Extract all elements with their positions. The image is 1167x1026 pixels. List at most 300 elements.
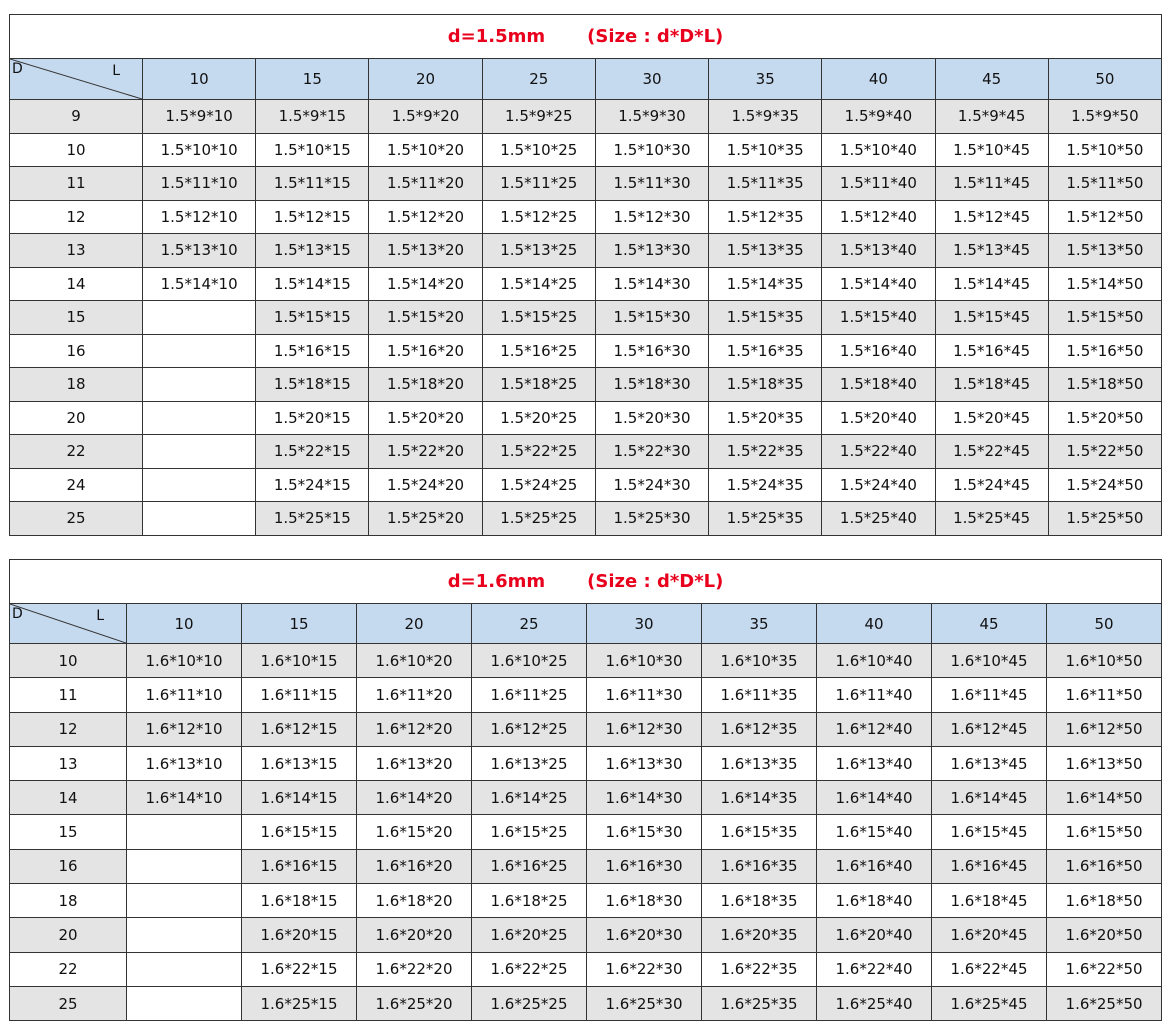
- size-cell: 1.6*18*30: [587, 884, 702, 918]
- size-cell: 1.5*9*15: [256, 100, 369, 134]
- row-header-d: 25: [10, 986, 127, 1020]
- size-cell: 1.5*25*45: [935, 502, 1048, 536]
- table-row: [10, 678, 1162, 712]
- size-cell: 1.5*18*50: [1048, 368, 1161, 402]
- row-header-d: 12: [10, 200, 143, 234]
- row-header-d: 11: [10, 167, 143, 201]
- empty-cell: [127, 884, 242, 918]
- size-cell: 1.6*10*10: [127, 644, 242, 678]
- size-cell: 1.5*15*15: [256, 301, 369, 335]
- size-cell: 1.6*14*10: [127, 781, 242, 815]
- size-cell: 1.5*13*45: [935, 234, 1048, 268]
- header-row: [10, 59, 1162, 100]
- size-cell: 1.6*15*30: [587, 815, 702, 849]
- table-row: [10, 200, 1162, 234]
- size-cell: 1.5*20*50: [1048, 401, 1161, 435]
- size-cell: 1.6*16*15: [242, 849, 357, 883]
- size-cell: 1.5*11*45: [935, 167, 1048, 201]
- table-row: [10, 368, 1162, 402]
- size-cell: 1.6*12*50: [1047, 712, 1162, 746]
- size-cell: 1.5*24*20: [369, 468, 482, 502]
- size-cell: 1.5*11*35: [709, 167, 822, 201]
- column-header-l: 30: [595, 59, 708, 100]
- size-cell: 1.6*15*35: [702, 815, 817, 849]
- size-cell: 1.6*18*25: [472, 884, 587, 918]
- size-cell: 1.5*11*20: [369, 167, 482, 201]
- empty-cell: [143, 435, 256, 469]
- table-row: [10, 502, 1162, 536]
- size-cell: 1.5*25*15: [256, 502, 369, 536]
- title-diameter: d=1.6mm: [447, 571, 546, 592]
- size-cell: 1.6*22*40: [817, 952, 932, 986]
- column-header-l: 10: [127, 604, 242, 644]
- size-cell: 1.5*15*50: [1048, 301, 1161, 335]
- table-row: [10, 815, 1162, 849]
- row-header-d: 15: [10, 301, 143, 335]
- size-cell: 1.6*10*45: [932, 644, 1047, 678]
- size-cell: 1.5*13*30: [595, 234, 708, 268]
- size-cell: 1.5*24*45: [935, 468, 1048, 502]
- table-row: [10, 435, 1162, 469]
- size-cell: 1.6*14*40: [817, 781, 932, 815]
- empty-cell: [143, 301, 256, 335]
- size-cell: 1.5*18*35: [709, 368, 822, 402]
- size-cell: 1.6*15*40: [817, 815, 932, 849]
- table-row: [10, 952, 1162, 986]
- size-cell: 1.6*12*35: [702, 712, 817, 746]
- size-cell: 1.5*25*20: [369, 502, 482, 536]
- size-cell: 1.6*13*15: [242, 746, 357, 780]
- size-cell: 1.6*13*40: [817, 746, 932, 780]
- corner-label-l: L: [112, 63, 120, 79]
- empty-cell: [127, 952, 242, 986]
- size-cell: 1.6*20*45: [932, 918, 1047, 952]
- size-cell: 1.5*12*45: [935, 200, 1048, 234]
- column-header-l: 20: [369, 59, 482, 100]
- size-cell: 1.5*10*25: [482, 133, 595, 167]
- row-header-d: 13: [10, 746, 127, 780]
- size-cell: 1.5*14*35: [709, 267, 822, 301]
- size-cell: 1.6*25*20: [357, 986, 472, 1020]
- size-cell: 1.5*11*50: [1048, 167, 1161, 201]
- size-cell: 1.6*14*35: [702, 781, 817, 815]
- table-row: [10, 781, 1162, 815]
- size-cell: 1.5*13*10: [143, 234, 256, 268]
- size-cell: 1.6*20*25: [472, 918, 587, 952]
- corner-cell: [10, 604, 127, 644]
- size-cell: 1.5*16*25: [482, 334, 595, 368]
- size-cell: 1.5*12*25: [482, 200, 595, 234]
- row-header-d: 9: [10, 100, 143, 134]
- column-header-l: 45: [935, 59, 1048, 100]
- size-cell: 1.5*16*50: [1048, 334, 1161, 368]
- size-cell: 1.6*14*45: [932, 781, 1047, 815]
- size-cell: 1.5*9*40: [822, 100, 935, 134]
- size-table-1-6mm: [9, 559, 1162, 1021]
- size-cell: 1.6*13*10: [127, 746, 242, 780]
- size-cell: 1.5*13*25: [482, 234, 595, 268]
- size-cell: 1.6*10*15: [242, 644, 357, 678]
- size-cell: 1.6*10*50: [1047, 644, 1162, 678]
- size-cell: 1.5*20*35: [709, 401, 822, 435]
- column-header-l: 50: [1048, 59, 1161, 100]
- size-cell: 1.5*24*50: [1048, 468, 1161, 502]
- size-cell: 1.5*20*25: [482, 401, 595, 435]
- size-cell: 1.5*12*50: [1048, 200, 1161, 234]
- table-row: [10, 849, 1162, 883]
- size-cell: 1.5*25*40: [822, 502, 935, 536]
- size-cell: 1.5*15*25: [482, 301, 595, 335]
- size-cell: 1.5*16*30: [595, 334, 708, 368]
- size-cell: 1.5*18*45: [935, 368, 1048, 402]
- row-header-d: 12: [10, 712, 127, 746]
- row-header-d: 13: [10, 234, 143, 268]
- size-cell: 1.5*18*25: [482, 368, 595, 402]
- size-cell: 1.5*16*40: [822, 334, 935, 368]
- size-cell: 1.5*10*20: [369, 133, 482, 167]
- size-cell: 1.6*25*50: [1047, 986, 1162, 1020]
- empty-cell: [143, 401, 256, 435]
- size-cell: 1.6*15*45: [932, 815, 1047, 849]
- table-row: [10, 301, 1162, 335]
- size-cell: 1.6*12*10: [127, 712, 242, 746]
- size-cell: 1.6*18*40: [817, 884, 932, 918]
- size-cell: 1.5*14*30: [595, 267, 708, 301]
- empty-cell: [143, 368, 256, 402]
- size-cell: 1.6*10*30: [587, 644, 702, 678]
- empty-cell: [143, 468, 256, 502]
- size-cell: 1.5*22*20: [369, 435, 482, 469]
- size-cell: 1.6*11*10: [127, 678, 242, 712]
- table-row: [10, 167, 1162, 201]
- size-cell: 1.5*11*15: [256, 167, 369, 201]
- size-cell: 1.6*15*15: [242, 815, 357, 849]
- table-row: [10, 401, 1162, 435]
- size-cell: 1.5*15*20: [369, 301, 482, 335]
- size-cell: 1.6*11*35: [702, 678, 817, 712]
- row-header-d: 15: [10, 815, 127, 849]
- row-header-d: 10: [10, 644, 127, 678]
- size-cell: 1.5*9*30: [595, 100, 708, 134]
- size-cell: 1.6*18*20: [357, 884, 472, 918]
- size-cell: 1.6*22*30: [587, 952, 702, 986]
- size-cell: 1.5*10*15: [256, 133, 369, 167]
- size-cell: 1.5*16*15: [256, 334, 369, 368]
- table-row: [10, 986, 1162, 1020]
- empty-cell: [127, 815, 242, 849]
- size-cell: 1.5*14*40: [822, 267, 935, 301]
- size-cell: 1.5*22*30: [595, 435, 708, 469]
- size-cell: 1.5*22*25: [482, 435, 595, 469]
- size-cell: 1.5*24*30: [595, 468, 708, 502]
- size-cell: 1.5*14*10: [143, 267, 256, 301]
- row-header-d: 20: [10, 918, 127, 952]
- size-cell: 1.6*16*50: [1047, 849, 1162, 883]
- column-header-l: 50: [1047, 604, 1162, 644]
- row-header-d: 22: [10, 952, 127, 986]
- size-cell: 1.6*11*15: [242, 678, 357, 712]
- size-cell: 1.5*9*45: [935, 100, 1048, 134]
- size-cell: 1.5*18*20: [369, 368, 482, 402]
- size-cell: 1.5*12*20: [369, 200, 482, 234]
- size-cell: 1.6*15*50: [1047, 815, 1162, 849]
- size-cell: 1.6*18*45: [932, 884, 1047, 918]
- size-cell: 1.5*12*15: [256, 200, 369, 234]
- size-cell: 1.6*11*30: [587, 678, 702, 712]
- size-cell: 1.6*12*15: [242, 712, 357, 746]
- size-cell: 1.6*25*30: [587, 986, 702, 1020]
- row-header-d: 20: [10, 401, 143, 435]
- corner-diagonal: [10, 59, 142, 99]
- size-cell: 1.5*22*50: [1048, 435, 1161, 469]
- row-header-d: 18: [10, 368, 143, 402]
- size-cell: 1.5*20*15: [256, 401, 369, 435]
- row-header-d: 11: [10, 678, 127, 712]
- size-cell: 1.6*11*50: [1047, 678, 1162, 712]
- size-cell: 1.5*16*20: [369, 334, 482, 368]
- size-cell: 1.6*20*30: [587, 918, 702, 952]
- table-row: [10, 644, 1162, 678]
- title-diameter: d=1.5mm: [447, 26, 546, 47]
- size-cell: 1.5*25*30: [595, 502, 708, 536]
- size-cell: 1.5*20*20: [369, 401, 482, 435]
- empty-cell: [143, 502, 256, 536]
- size-cell: 1.6*13*25: [472, 746, 587, 780]
- size-cell: 1.6*16*20: [357, 849, 472, 883]
- table-row: [10, 746, 1162, 780]
- size-cell: 1.5*13*50: [1048, 234, 1161, 268]
- size-cell: 1.6*12*40: [817, 712, 932, 746]
- corner-cell: [10, 59, 143, 100]
- table-row: [10, 918, 1162, 952]
- size-cell: 1.5*24*15: [256, 468, 369, 502]
- size-cell: 1.5*18*15: [256, 368, 369, 402]
- size-cell: 1.6*12*20: [357, 712, 472, 746]
- size-cell: 1.5*12*35: [709, 200, 822, 234]
- size-cell: 1.6*25*35: [702, 986, 817, 1020]
- size-cell: 1.5*24*40: [822, 468, 935, 502]
- title-size-format: (Size : d*D*L): [587, 571, 724, 592]
- size-cell: 1.6*14*15: [242, 781, 357, 815]
- size-cell: 1.6*22*50: [1047, 952, 1162, 986]
- size-cell: 1.6*15*25: [472, 815, 587, 849]
- size-cell: 1.6*18*15: [242, 884, 357, 918]
- corner-label-d: D: [12, 606, 23, 622]
- row-header-d: 14: [10, 781, 127, 815]
- column-header-l: 15: [242, 604, 357, 644]
- size-cell: 1.6*11*45: [932, 678, 1047, 712]
- size-cell: 1.6*22*20: [357, 952, 472, 986]
- size-cell: 1.6*16*40: [817, 849, 932, 883]
- size-cell: 1.6*20*35: [702, 918, 817, 952]
- size-cell: 1.5*13*15: [256, 234, 369, 268]
- size-cell: 1.6*14*25: [472, 781, 587, 815]
- size-cell: 1.5*22*45: [935, 435, 1048, 469]
- size-cell: 1.6*20*20: [357, 918, 472, 952]
- corner-diagonal: [10, 604, 126, 643]
- size-cell: 1.6*22*15: [242, 952, 357, 986]
- size-cell: 1.5*13*20: [369, 234, 482, 268]
- size-cell: 1.6*14*50: [1047, 781, 1162, 815]
- column-header-l: 10: [143, 59, 256, 100]
- column-header-l: 35: [709, 59, 822, 100]
- column-header-l: 20: [357, 604, 472, 644]
- size-cell: 1.5*22*15: [256, 435, 369, 469]
- size-cell: 1.5*12*40: [822, 200, 935, 234]
- size-cell: 1.5*14*20: [369, 267, 482, 301]
- empty-cell: [127, 986, 242, 1020]
- size-cell: 1.6*18*50: [1047, 884, 1162, 918]
- size-cell: 1.6*10*35: [702, 644, 817, 678]
- table-row: [10, 334, 1162, 368]
- size-cell: 1.6*13*35: [702, 746, 817, 780]
- size-table-1-5mm: [9, 14, 1162, 536]
- size-cell: 1.6*11*20: [357, 678, 472, 712]
- size-cell: 1.5*12*30: [595, 200, 708, 234]
- size-cell: 1.5*10*35: [709, 133, 822, 167]
- size-cell: 1.5*20*30: [595, 401, 708, 435]
- column-header-l: 40: [817, 604, 932, 644]
- size-cell: 1.5*16*35: [709, 334, 822, 368]
- size-cell: 1.6*20*15: [242, 918, 357, 952]
- size-cell: 1.6*10*40: [817, 644, 932, 678]
- size-cell: 1.5*18*40: [822, 368, 935, 402]
- size-cell: 1.6*13*30: [587, 746, 702, 780]
- size-cell: 1.5*25*25: [482, 502, 595, 536]
- size-cell: 1.5*11*30: [595, 167, 708, 201]
- table-row: [10, 468, 1162, 502]
- table-title: [10, 15, 1162, 59]
- table-row: [10, 267, 1162, 301]
- table-row: [10, 234, 1162, 268]
- size-cell: 1.6*25*40: [817, 986, 932, 1020]
- size-cell: 1.5*24*35: [709, 468, 822, 502]
- size-cell: 1.6*16*30: [587, 849, 702, 883]
- size-cell: 1.5*25*50: [1048, 502, 1161, 536]
- size-cell: 1.6*22*45: [932, 952, 1047, 986]
- size-cell: 1.5*11*25: [482, 167, 595, 201]
- size-cell: 1.5*12*10: [143, 200, 256, 234]
- size-cell: 1.6*13*50: [1047, 746, 1162, 780]
- size-cell: 1.6*13*20: [357, 746, 472, 780]
- size-cell: 1.5*11*40: [822, 167, 935, 201]
- row-header-d: 22: [10, 435, 143, 469]
- row-header-d: 14: [10, 267, 143, 301]
- column-header-l: 15: [256, 59, 369, 100]
- table-row: [10, 884, 1162, 918]
- size-cell: 1.6*14*20: [357, 781, 472, 815]
- size-cell: 1.5*9*10: [143, 100, 256, 134]
- size-cell: 1.6*10*20: [357, 644, 472, 678]
- empty-cell: [143, 334, 256, 368]
- column-header-l: 35: [702, 604, 817, 644]
- size-cell: 1.6*14*30: [587, 781, 702, 815]
- size-cell: 1.5*25*35: [709, 502, 822, 536]
- size-cell: 1.5*13*35: [709, 234, 822, 268]
- table-title: [10, 560, 1162, 604]
- row-header-d: 10: [10, 133, 143, 167]
- size-cell: 1.5*14*50: [1048, 267, 1161, 301]
- row-header-d: 24: [10, 468, 143, 502]
- column-header-l: 25: [482, 59, 595, 100]
- size-cell: 1.6*16*45: [932, 849, 1047, 883]
- size-cell: 1.6*22*25: [472, 952, 587, 986]
- size-cell: 1.6*13*45: [932, 746, 1047, 780]
- size-cell: 1.5*16*45: [935, 334, 1048, 368]
- size-cell: 1.5*14*25: [482, 267, 595, 301]
- column-header-l: 40: [822, 59, 935, 100]
- column-header-l: 25: [472, 604, 587, 644]
- size-cell: 1.6*12*30: [587, 712, 702, 746]
- size-cell: 1.6*25*15: [242, 986, 357, 1020]
- size-cell: 1.5*10*40: [822, 133, 935, 167]
- corner-label-l: L: [96, 608, 104, 624]
- table-row: [10, 100, 1162, 134]
- size-cell: 1.5*10*30: [595, 133, 708, 167]
- size-cell: 1.5*10*10: [143, 133, 256, 167]
- empty-cell: [127, 918, 242, 952]
- size-cell: 1.5*9*25: [482, 100, 595, 134]
- corner-label-d: D: [12, 61, 23, 77]
- size-cell: 1.6*18*35: [702, 884, 817, 918]
- size-cell: 1.5*22*40: [822, 435, 935, 469]
- row-header-d: 16: [10, 849, 127, 883]
- size-cell: 1.6*15*20: [357, 815, 472, 849]
- size-cell: 1.5*15*40: [822, 301, 935, 335]
- size-cell: 1.5*15*35: [709, 301, 822, 335]
- size-cell: 1.5*14*15: [256, 267, 369, 301]
- row-header-d: 18: [10, 884, 127, 918]
- size-cell: 1.5*14*45: [935, 267, 1048, 301]
- size-cell: 1.6*25*25: [472, 986, 587, 1020]
- size-cell: 1.6*12*45: [932, 712, 1047, 746]
- size-cell: 1.6*22*35: [702, 952, 817, 986]
- size-cell: 1.6*16*35: [702, 849, 817, 883]
- size-cell: 1.6*20*50: [1047, 918, 1162, 952]
- table-row: [10, 712, 1162, 746]
- size-cell: 1.5*10*45: [935, 133, 1048, 167]
- column-header-l: 45: [932, 604, 1047, 644]
- size-cell: 1.5*9*50: [1048, 100, 1161, 134]
- size-cell: 1.6*12*25: [472, 712, 587, 746]
- table-row: [10, 133, 1162, 167]
- size-cell: 1.5*11*10: [143, 167, 256, 201]
- size-cell: 1.5*20*40: [822, 401, 935, 435]
- size-cell: 1.5*9*20: [369, 100, 482, 134]
- size-cell: 1.5*18*30: [595, 368, 708, 402]
- size-cell: 1.6*11*25: [472, 678, 587, 712]
- row-header-d: 16: [10, 334, 143, 368]
- size-cell: 1.6*11*40: [817, 678, 932, 712]
- size-cell: 1.5*24*25: [482, 468, 595, 502]
- column-header-l: 30: [587, 604, 702, 644]
- size-cell: 1.5*13*40: [822, 234, 935, 268]
- row-header-d: 25: [10, 502, 143, 536]
- empty-cell: [127, 849, 242, 883]
- size-cell: 1.6*10*25: [472, 644, 587, 678]
- size-cell: 1.5*20*45: [935, 401, 1048, 435]
- size-cell: 1.6*16*25: [472, 849, 587, 883]
- size-cell: 1.5*15*30: [595, 301, 708, 335]
- size-cell: 1.5*10*50: [1048, 133, 1161, 167]
- size-cell: 1.5*15*45: [935, 301, 1048, 335]
- header-row: [10, 604, 1162, 644]
- title-size-format: (Size : d*D*L): [587, 26, 724, 47]
- size-cell: 1.5*22*35: [709, 435, 822, 469]
- size-cell: 1.6*20*40: [817, 918, 932, 952]
- size-cell: 1.5*9*35: [709, 100, 822, 134]
- size-cell: 1.6*25*45: [932, 986, 1047, 1020]
